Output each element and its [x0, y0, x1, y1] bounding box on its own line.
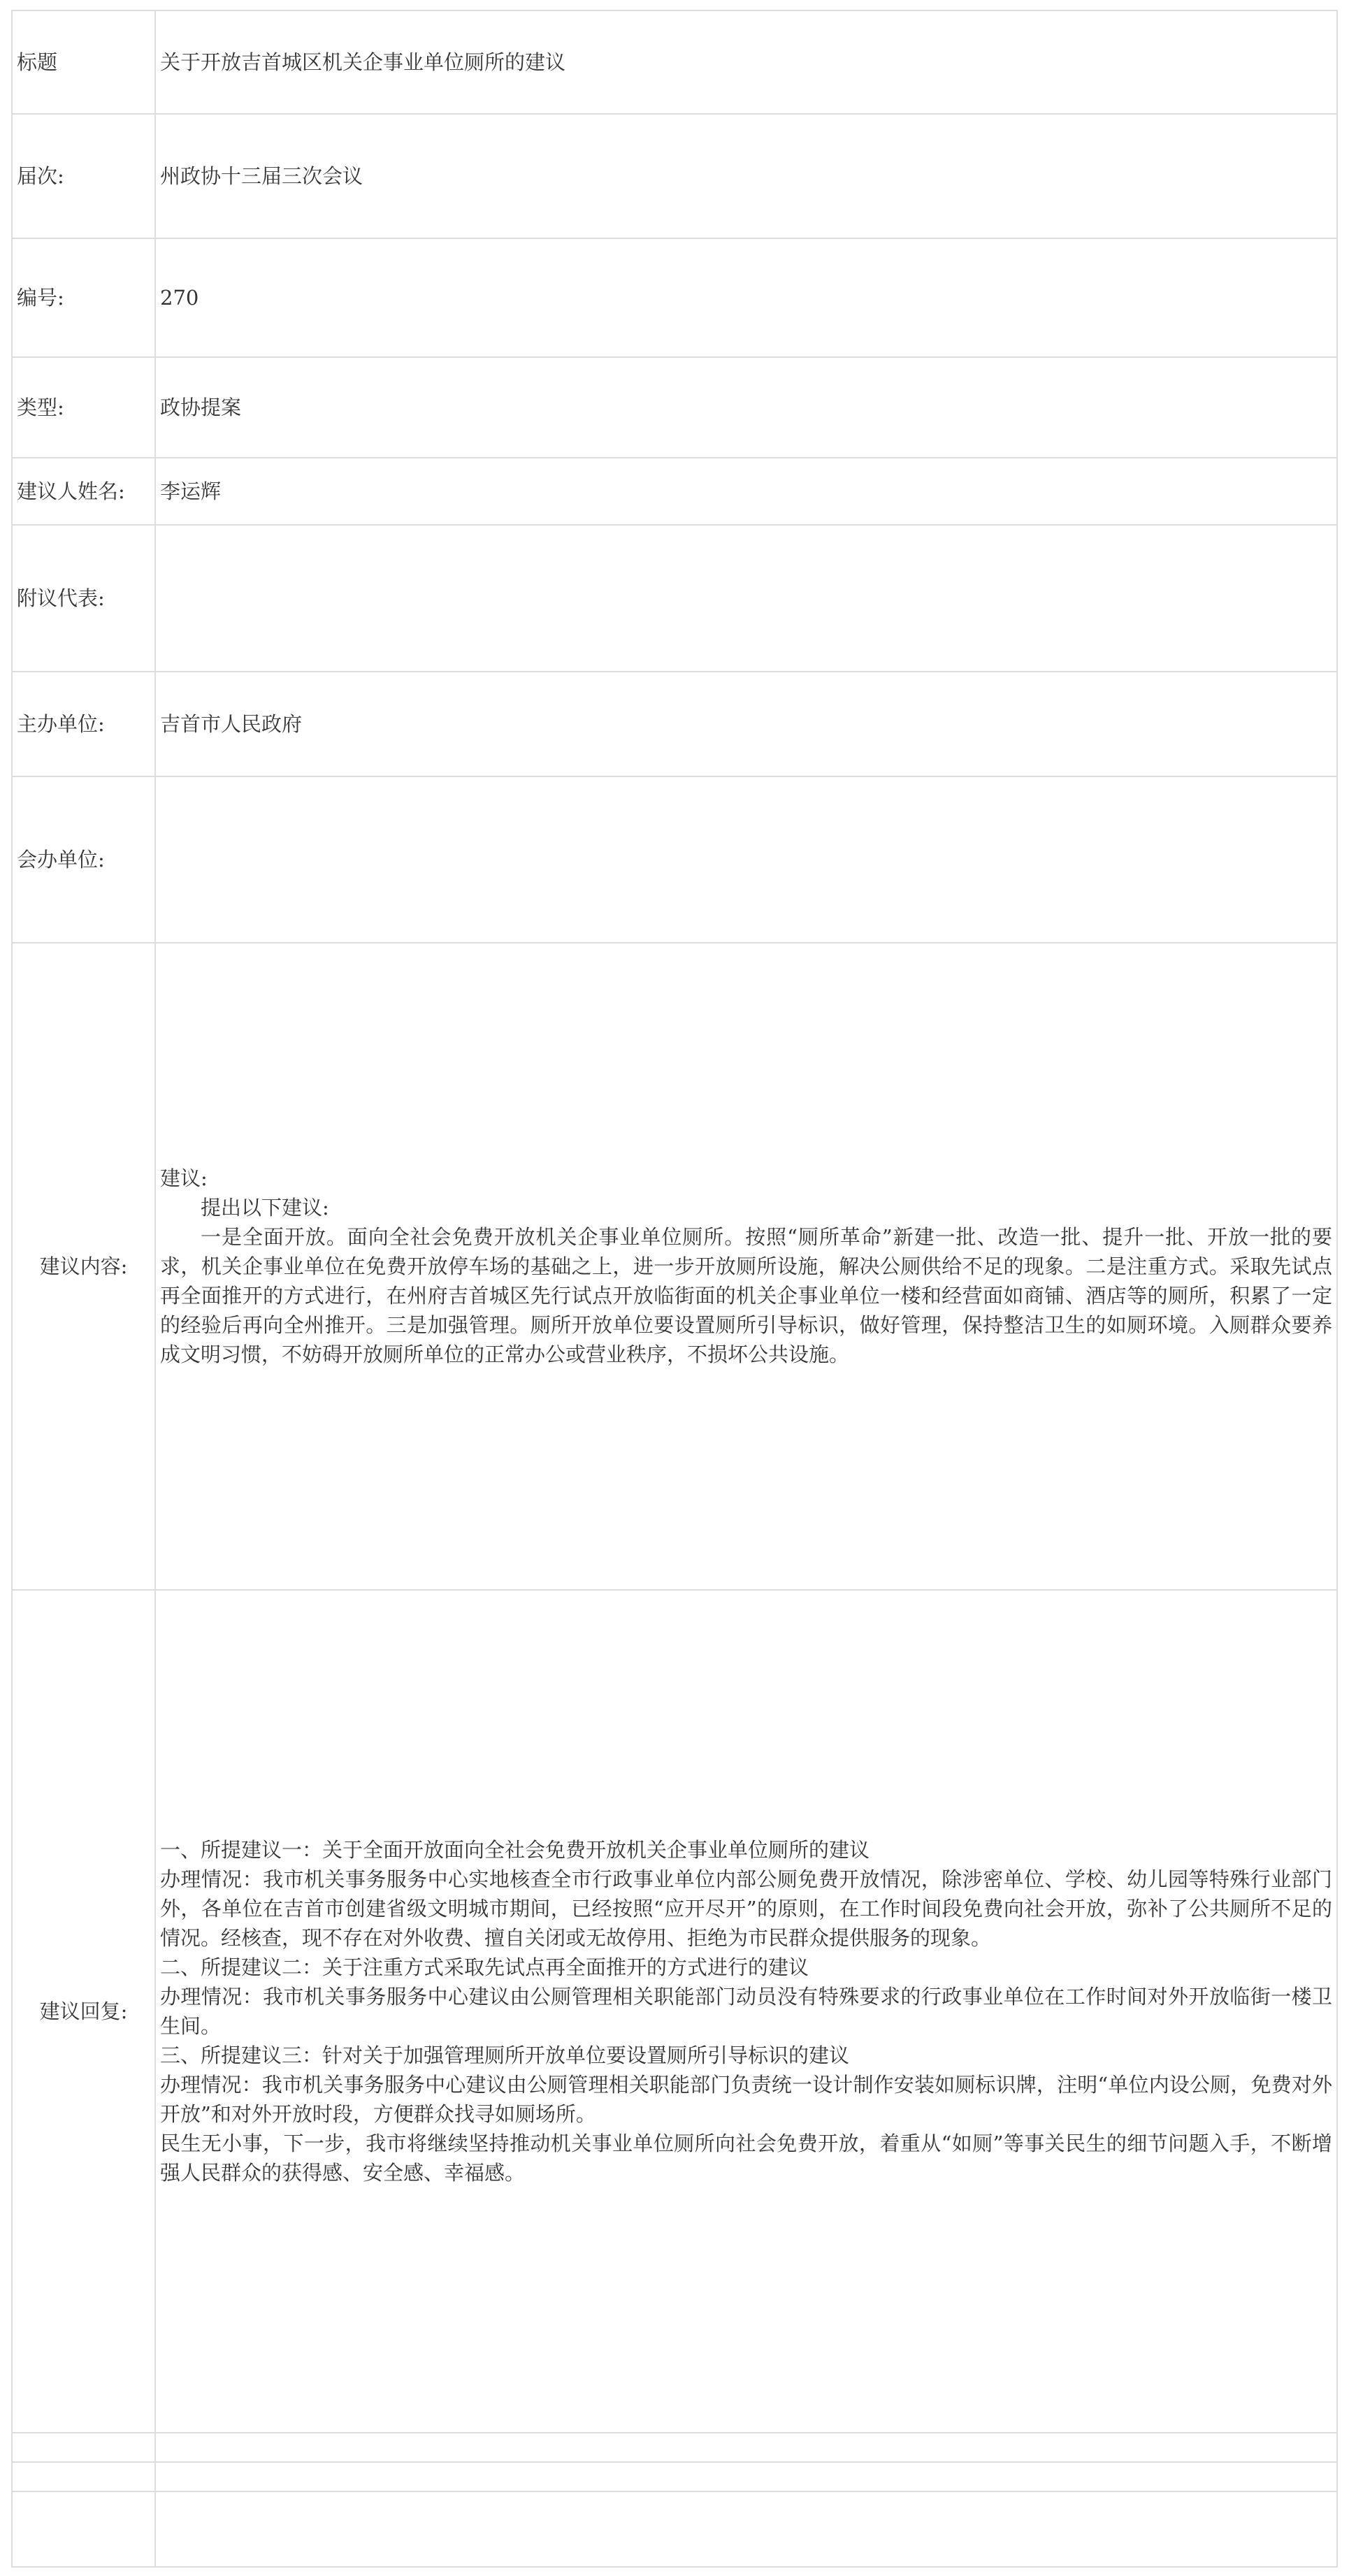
empty-value-2	[155, 2462, 1337, 2491]
reply-paragraph: 二、所提建议二：关于注重方式采取先试点再全面推开的方式进行的建议	[160, 1955, 809, 1979]
row-empty-2	[12, 2462, 1337, 2491]
reply-label: 建议回复:	[12, 1590, 155, 2433]
row-number	[12, 238, 1337, 357]
empty-label-1	[12, 2433, 155, 2462]
proposer-value: 李运辉	[155, 458, 1337, 525]
empty-label-3	[12, 2491, 155, 2567]
cosigners-label: 附议代表:	[12, 525, 155, 672]
reply-paragraph: 一、所提建议一：关于全面开放面向全社会免费开放机关企事业单位厕所的建议	[160, 1838, 870, 1862]
row-co-unit	[12, 776, 1337, 943]
row-session	[12, 114, 1337, 238]
reply-paragraph: 办理情况：我市机关事务服务中心建议由公厕管理相关职能部门动员没有特殊要求的行政事业单位在工作时间对外开放临街一楼卫生间。	[160, 1985, 1332, 2038]
reply-paragraph: 民生无小事，下一步，我市将继续坚持推动机关事业单位厕所向社会免费开放，着重从“如厕”等事关民生的细节问题入手，不断增强人民群众的获得感、安全感、幸福感。	[160, 2132, 1332, 2185]
row-title	[12, 10, 1337, 114]
content-intro: 提出以下建议:	[201, 1196, 329, 1220]
row-content	[12, 943, 1337, 1590]
reply-value	[155, 1590, 1337, 2433]
session-label: 届次:	[12, 114, 155, 238]
content-heading: 建议:	[160, 1166, 208, 1190]
content-body: 一是全面开放。面向全社会免费开放机关企事业单位厕所。按照“厕所革命”新建一批、改造一批、提升一批、开放一批的要求，机关企事业单位在免费开放停车场的基础之上，进一步开放厕所设施，解决公厕供给不足的现象。二是注重方式。采取先试点再全面推开的方式进行，在州府吉首城区先行试点开放临街面的机关企事业单位一楼和经营面如商铺、酒店等的厕所，积累了一定的经验后再向全州推开。三是加强管理。厕所开放单位要设置厕所引导标识，做好管理，保持整洁卫生的如厕环境。入厕群众要养成文明习惯，不妨碍开放厕所单位的正常办公或营业秩序，不损坏公共设施。	[160, 1225, 1332, 1366]
host-unit-label: 主办单位:	[12, 672, 155, 776]
title-label: 标题	[12, 10, 155, 114]
empty-value-1	[155, 2433, 1337, 2462]
reply-paragraph: 三、所提建议三：针对关于加强管理厕所开放单位要设置厕所引导标识的建议	[160, 2043, 850, 2067]
cosigners-value	[155, 525, 1337, 672]
host-unit-value: 吉首市人民政府	[155, 672, 1337, 776]
title-value: 关于开放吉首城区机关企事业单位厕所的建议	[155, 10, 1337, 114]
row-empty-3	[12, 2491, 1337, 2567]
session-value: 州政协十三届三次会议	[155, 114, 1337, 238]
row-empty-1	[12, 2433, 1337, 2462]
type-value: 政协提案	[155, 357, 1337, 458]
co-unit-value	[155, 776, 1337, 943]
content-label: 建议内容:	[12, 943, 155, 1590]
row-type	[12, 357, 1337, 458]
proposal-detail-table	[11, 10, 1338, 2568]
type-label: 类型:	[12, 357, 155, 458]
empty-value-3	[155, 2491, 1337, 2567]
empty-label-2	[12, 2462, 155, 2491]
row-host-unit	[12, 672, 1337, 776]
number-value: 270	[155, 238, 1337, 357]
row-proposer	[12, 458, 1337, 525]
co-unit-label: 会办单位:	[12, 776, 155, 943]
content-value	[155, 943, 1337, 1590]
row-cosigners	[12, 525, 1337, 672]
reply-paragraph: 办理情况：我市机关事务服务中心建议由公厕管理相关职能部门负责统一设计制作安装如厕标识牌，注明“单位内设公厕，免费对外开放”和对外开放时段，方便群众找寻如厕场所。	[160, 2073, 1332, 2126]
reply-paragraph: 办理情况：我市机关事务服务中心实地核查全市行政事业单位内部公厕免费开放情况，除涉密单位、学校、幼儿园等特殊行业部门外，各单位在吉首市创建省级文明城市期间，已经按照“应开尽开”的原则，在工作时间段免费向社会开放，弥补了公共厕所不足的情况。经核查，现不存在对外收费、擅自关闭或无故停用、拒绝为市民群众提供服务的现象。	[160, 1867, 1332, 1950]
proposer-label: 建议人姓名:	[12, 458, 155, 525]
number-label: 编号:	[12, 238, 155, 357]
row-reply	[12, 1590, 1337, 2433]
